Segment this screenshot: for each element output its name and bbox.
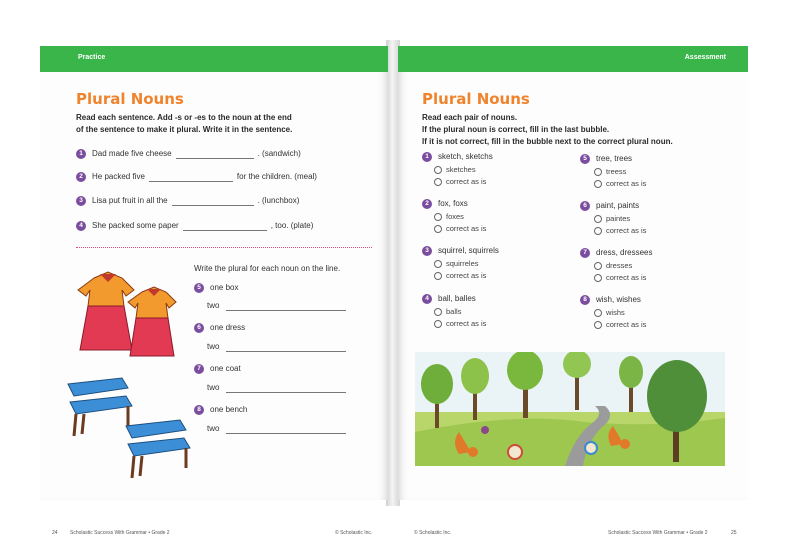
bubble-icon[interactable] (594, 227, 602, 235)
plural-answer-line[interactable] (226, 432, 346, 434)
question-6: 6 paint, paints (580, 201, 639, 211)
plural-item-6: 6 one dress (194, 323, 245, 333)
answer-option[interactable]: dresses (594, 261, 632, 270)
answer-option[interactable]: wishs (594, 308, 625, 317)
bubble-icon[interactable] (594, 215, 602, 223)
band-label: Assessment (684, 54, 726, 61)
plural-answer-line[interactable] (226, 350, 346, 352)
bubble-icon[interactable] (434, 178, 442, 186)
ball-icon (481, 426, 489, 434)
footer-copyright: © Scholastic Inc. (335, 530, 373, 536)
question-1: 1 sketch, sketchs (422, 152, 493, 162)
instructions: Read each sentence. Add -s or -es to the noun at the end of the sentence to make it plural. Write it in the sentence. (76, 113, 293, 134)
answer-option[interactable]: correct as is (434, 177, 486, 186)
left-page (40, 46, 388, 536)
bubble-icon[interactable] (594, 262, 602, 270)
answer-blank[interactable] (149, 173, 233, 182)
practice-band (40, 46, 388, 72)
bubble-icon[interactable] (434, 166, 442, 174)
answer-option[interactable]: treess (594, 167, 626, 176)
question-7: 7 dress, dressees (580, 248, 652, 258)
answer-option[interactable]: correct as is (434, 271, 486, 280)
answer-option[interactable]: balls (434, 307, 461, 316)
answer-blank[interactable] (172, 197, 254, 206)
sentence-2: 2 He packed five for the children. (meal) (76, 172, 317, 182)
ball-icon (508, 445, 522, 459)
answer-option[interactable]: correct as is (434, 224, 486, 233)
answer-option[interactable]: sketches (434, 165, 476, 174)
instructions: Read each pair of nouns. If the plural noun is correct, fill in the last bubble. If it is not correct, fill in the bubble next to the correct plural noun. (422, 113, 673, 146)
plural-two-label: two (207, 301, 220, 310)
plural-answer-line[interactable] (226, 391, 346, 393)
bench-icon (68, 378, 132, 436)
plural-two-label: two (207, 342, 220, 351)
answer-option[interactable]: correct as is (594, 179, 646, 188)
plural-item-5: 5 one box (194, 283, 238, 293)
sentence-3: 3 Lisa put fruit in all the . (lunchbox) (76, 196, 299, 206)
answer-option[interactable]: foxes (434, 212, 464, 221)
page-number: 24 (52, 530, 58, 536)
question-4: 4 ball, balles (422, 294, 476, 304)
answer-option[interactable]: paintes (594, 214, 630, 223)
question-2: 2 fox, foxs (422, 199, 468, 209)
answer-option[interactable]: correct as is (594, 320, 646, 329)
answer-option[interactable]: correct as is (594, 273, 646, 282)
band-label: Practice (78, 54, 106, 61)
question-8: 8 wish, wishes (580, 295, 641, 305)
footer-book-title: Scholastic Success With Grammar • Grade 2 (70, 530, 170, 536)
bubble-icon[interactable] (594, 309, 602, 317)
bench-icon (126, 420, 190, 478)
plural-answer-line[interactable] (226, 309, 346, 311)
bubble-icon[interactable] (434, 225, 442, 233)
page-title: Plural Nouns (422, 90, 530, 108)
plural-item-7: 7 one coat (194, 364, 241, 374)
bubble-icon[interactable] (434, 260, 442, 268)
answer-option[interactable]: correct as is (594, 226, 646, 235)
page-title: Plural Nouns (76, 90, 184, 108)
ball-icon (585, 442, 597, 454)
page-number: 25 (731, 530, 737, 536)
answer-blank[interactable] (176, 150, 254, 159)
bubble-icon[interactable] (594, 321, 602, 329)
dotted-divider (76, 247, 372, 248)
sentence-1: 1 Dad made five cheese . (sandwich) (76, 149, 301, 159)
bubble-icon[interactable] (594, 274, 602, 282)
assessment-band (398, 46, 748, 72)
question-5: 5 tree, trees (580, 154, 632, 164)
bubble-icon[interactable] (434, 320, 442, 328)
benches-illustration (62, 374, 202, 484)
bubble-icon[interactable] (594, 180, 602, 188)
dress-icon (78, 272, 134, 350)
footer-copyright: © Scholastic Inc. (414, 530, 452, 536)
footer-book-title: Scholastic Success With Grammar • Grade 2 (608, 530, 708, 536)
bubble-icon[interactable] (594, 168, 602, 176)
bubble-icon[interactable] (434, 308, 442, 316)
question-3: 3 squirrel, squirrels (422, 246, 499, 256)
park-scene-illustration (415, 352, 725, 466)
plural-heading: Write the plural for each noun on the line. (194, 264, 341, 273)
answer-option[interactable]: squirreles (434, 259, 479, 268)
answer-option[interactable]: correct as is (434, 319, 486, 328)
plural-item-8: 8 one bench (194, 405, 247, 415)
plural-two-label: two (207, 424, 220, 433)
bubble-icon[interactable] (434, 272, 442, 280)
dresses-illustration (74, 268, 184, 368)
plural-two-label: two (207, 383, 220, 392)
sentence-4: 4 She packed some paper , too. (plate) (76, 221, 313, 231)
bubble-icon[interactable] (434, 213, 442, 221)
dress-icon (128, 287, 176, 356)
answer-blank[interactable] (183, 222, 267, 231)
